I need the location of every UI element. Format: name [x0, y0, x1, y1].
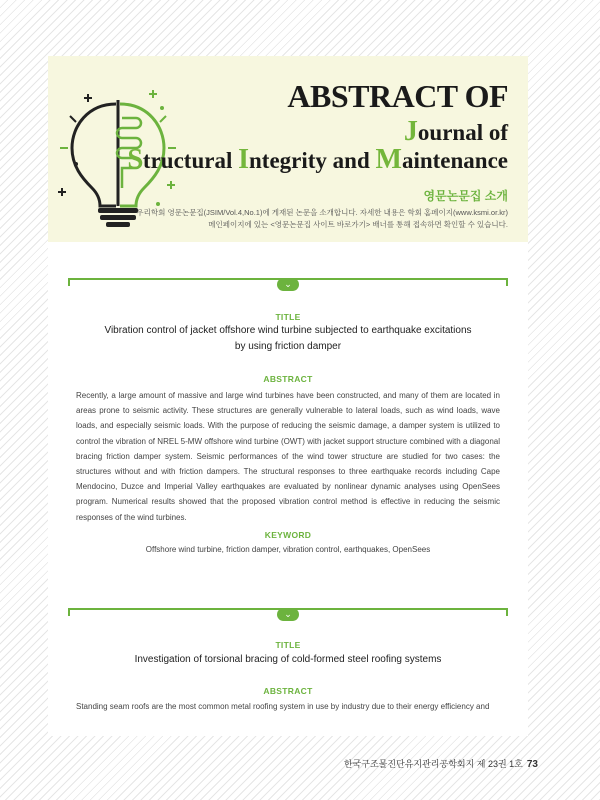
korean-section-title: 영문논문집 소개 [423, 189, 508, 203]
header-banner [48, 56, 528, 242]
page-card [48, 56, 528, 736]
title-label: TITLE [275, 312, 301, 322]
cap-letter: I [238, 144, 249, 175]
korean-desc-line: 메인페이지에 있는 <영문논문집 사이트 바로가기> 배너를 통해 접속하면 확인할 수 있습니다. [208, 220, 508, 229]
abstract-label: ABSTRACT [263, 686, 313, 696]
chevron-down-icon: ⌄ [277, 608, 299, 621]
abstract-text: Standing seam roofs are the most common metal roofing system in use by industry due to their energy efficiency and [76, 702, 490, 711]
article-title [88, 323, 488, 355]
cap-letter: J [403, 116, 418, 147]
word-rest: ournal of [417, 120, 508, 145]
abstract-label: ABSTRACT [263, 374, 313, 384]
journal-footer-name: 한국구조물진단유지관리공학회지 제 23권 1호 [343, 759, 523, 769]
keyword-text: Offshore wind turbine, friction damper, vibration control, earthquakes, OpenSees [145, 545, 431, 554]
keyword-label: KEYWORD [264, 530, 312, 540]
word-rest: aintenance [401, 148, 508, 173]
article-title: Investigation of torsional bracing of cold-formed steel roofing systems [134, 654, 442, 665]
chevron-down-icon: ⌄ [277, 278, 299, 291]
header-title: ABSTRACT OF [287, 78, 508, 114]
korean-desc-line: 우리학회 영문논문집(JSIM/Vol.4,No.1)에 게재된 논문을 소개합니다. 자세한 내용은 학회 홈페이지(www.ksmi.or.kr) [136, 208, 508, 217]
word-rest: tructural [142, 148, 239, 173]
word-rest: ntegrity and [249, 148, 376, 173]
journal-name-line2 [127, 144, 508, 176]
cap-letter: S [127, 144, 143, 175]
cap-letter: M [375, 144, 402, 175]
abstract-text: Recently, a large amount of massive and large wind turbines have been constructed, and many of them are located in areas prone to seismic activity. These structures are generally vulnerable to lateral loads, such as wind loads, wave loads, and especially seismic loads. With the purpose of reducing the seismic damage, a damper system is utilized to control the vibration of NREL 5-MW offshore wind turbine (OWT) with jacket support structure combined with a diagonal bracing friction damper system. Seismic performances of the wind tower structure are studied for two cases: the structures without and with friction dampers. The structural responses to three earthquake records including Cape Mendocino, Duzce and Imperial Valley earthquakes are evaluated by nonlinear dynamic analyses using OpenSees program. Numerical results showed that the proposed vibration control method is effective in reducing the seismic responses of the wind turbines. [76, 391, 500, 522]
page-number: 73 [526, 759, 538, 770]
korean-description [88, 207, 508, 231]
article-title-line: Vibration control of jacket offshore wind turbine subjected to earthquake excitations [104, 325, 472, 336]
page-footer [344, 757, 538, 770]
article-title-line: by using friction damper [234, 341, 342, 352]
title-label: TITLE [275, 640, 301, 650]
